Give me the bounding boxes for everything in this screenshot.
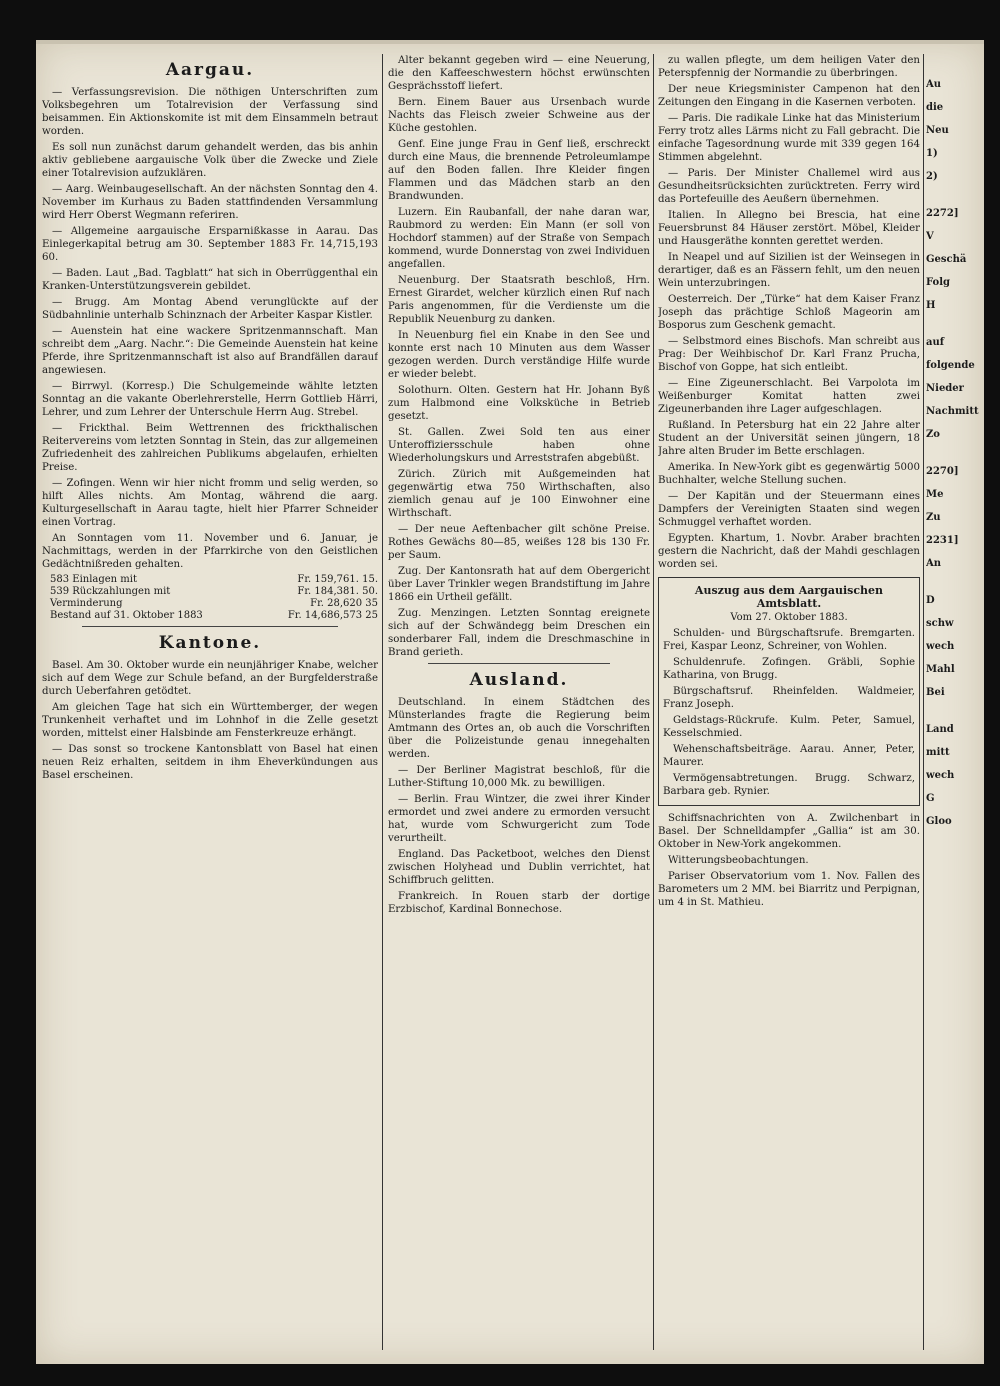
column-4-cutoff [926,54,984,1350]
article-paragraph: Deutschland. In einem Städtchen des Münsterlandes fragte die Regierung beim Amtmann des Ortes an, ob auch die Vorschriften über die Polizeistunde genau innegehalten werden. [388,697,650,760]
cutoff-fragment: 2272] [926,208,959,219]
article-paragraph: — Frickthal. Beim Wettrennen des frickthalischen Reitervereins vom letzten Sonntag in Stein, das zur allgemeinen Zufriedenheit des zahlreichen Publikums abgelaufen, erhielten Preise. [42,423,378,473]
cutoff-fragment: folgende [926,360,975,371]
note-paragraph: Pariser Observatorium vom 1. Nov. Fallen des Barometers um 2 MM. bei Biarritz und Perpignan, um 4 in St. Mathieu. [658,871,920,908]
column-2 [388,54,650,1350]
cutoff-fragment: Neu [926,125,949,136]
article-paragraph: — Allgemeine aargauische Ersparnißkasse in Aarau. Das Einlegerkapital betrug am 30. September 1883 Fr. 14,715,193 60. [42,226,378,263]
table-label: 539 Rückzahlungen mit [50,586,171,597]
savings-table [50,574,378,622]
cutoff-fragment: An [926,558,942,569]
cutoff-fragment: Bei [926,687,945,698]
article-paragraph: Italien. In Allegno bei Brescia, hat eine Feuersbrunst 84 Häuser zerstört. Möbel, Kleider und Hausgeräthe konnten gerettet werden. [658,210,920,247]
table-value: Fr. 14,686,573 25 [287,610,378,621]
article-paragraph: Es soll nun zunächst darum gehandelt werden, das bis anhin aktiv gebliebene aargauische Volk über die Zwecke und Ziele einer Totalrevision aufzuklären. [42,142,378,179]
cutoff-fragment: wech [926,641,955,652]
article-paragraph: Solothurn. Olten. Gestern hat Hr. Johann Byß zum Halbmond eine Volksküche in Betrieb gesetzt. [388,385,650,422]
article-paragraph: St. Gallen. Zwei Sold ten aus einer Unteroffiziersschule haben ohne Wiederholungskurs und Arreststrafen abgebüßt. [388,427,650,464]
top-edge [36,40,984,44]
amtsblatt-entry: Vermögensabtretungen. Brugg. Schwarz, Barbara geb. Rynier. [663,773,915,797]
article-paragraph: Neuenburg. Der Staatsrath beschloß, Hrn. Ernest Girardet, welcher kürzlich einen Ruf nach Paris angenommen, für die Verdienste um die Republik Neuenburg zu danken. [388,275,650,325]
article-paragraph: England. Das Packetboot, welches den Dienst zwischen Holyhead und Dublin verrichtet, hat Schiffbruch gelitten. [388,849,650,886]
article-paragraph: Egypten. Khartum, 1. Novbr. Araber brachten gestern die Nachricht, daß der Mahdi geschlagen worden sei. [658,533,920,570]
column-rule [653,54,654,1350]
cutoff-fragment: Gloo [926,816,952,827]
article-paragraph: Zug. Menzingen. Letzten Sonntag ereignete sich auf der Schwändegg beim Dreschen ein sonderbarer Fall, indem die Dreschmaschine in Brand gerieth. [388,608,650,658]
table-row [50,610,378,622]
cutoff-fragment: Mahl [926,664,955,675]
article-paragraph: Alter bekannt gegeben wird — eine Neuerung, die den Kaffeeschwestern höchst erwünschten Gesprächsstoff liefert. [388,55,650,92]
column-3-paragraphs [658,54,920,571]
article-paragraph: zu wallen pflegte, um dem heiligen Vater den Peterspfennig der Normandie zu überbringen. [658,55,920,79]
column-1-paragraphs-2 [42,659,378,782]
column-rule [382,54,383,1350]
amtsblatt-date: Vom 27. Oktober 1883. [730,612,848,623]
cutoff-fragment: Nieder [926,383,964,394]
note-paragraph: Schiffsnachrichten von A. Zwilchenbart in Basel. Der Schnelldampfer „Gallia“ ist am 30. Oktober in New-York angekommen. [658,813,920,850]
table-value: Fr. 184,381. 50. [297,586,378,597]
cutoff-fragment: Land [926,724,954,735]
table-row [50,586,378,598]
table-label: Verminderung [50,598,123,609]
cutoff-fragment: mitt [926,747,950,758]
column-2-paragraphs-2 [388,696,650,916]
article-paragraph: — Paris. Der Minister Challemel wird aus Gesundheitsrücksichten zurücktreten. Ferry wird das Portefeuille des Aeußern übernehmen. [658,168,920,205]
article-paragraph: Bern. Einem Bauer aus Ursenbach wurde Nachts das Fleisch zweier Schweine aus der Küche gestohlen. [388,97,650,134]
cutoff-fragment: G [926,793,935,804]
section-heading-aargau: Aargau. [165,60,255,80]
amtsblatt-entry: Wehenschaftsbeiträge. Aarau. Anner, Peter, Maurer. [663,744,915,768]
amtsblatt-entry: Schuldenrufe. Zofingen. Gräbli, Sophie Katharina, von Brugg. [663,657,915,681]
article-paragraph: Basel. Am 30. Oktober wurde ein neunjähriger Knabe, welcher sich auf dem Wege zur Schule befand, an der Burgfelderstraße durch Ueberfahren getödtet. [42,660,378,697]
article-paragraph: Der neue Kriegsminister Campenon hat den Zeitungen den Eingang in die Kasernen verboten. [658,84,920,108]
column-1-paragraphs [42,86,378,571]
article-paragraph: — Der Berliner Magistrat beschloß, für die Luther-Stiftung 10,000 Mk. zu bewilligen. [388,765,650,789]
section-heading-ausland: Ausland. [469,670,569,690]
article-paragraph: — Der neue Aeftenbacher gilt schöne Preise. Rothes Gewächs 80—85, weißes 128 bis 130 Fr. per Saum. [388,524,650,561]
article-paragraph: — Brugg. Am Montag Abend verunglückte auf der Südbahnlinie unterhalb Schinznach der Arbeiter Kaspar Kistler. [42,297,378,321]
column-3-notes [658,812,920,909]
article-paragraph: Zug. Der Kantonsrath hat auf dem Obergericht über Laver Trinkler wegen Brandstiftung im Jahre 1866 ein Urtheil gefällt. [388,566,650,603]
cutoff-fragment: Nachmitt [926,406,979,417]
cutoff-fragment: Zo [926,429,940,440]
amtsblatt-entry: Bürgschaftsruf. Rheinfelden. Waldmeier, Franz Joseph. [663,686,915,710]
amtsblatt-title: Auszug aus dem Aargauischen Amtsblatt. [694,584,884,610]
article-paragraph: Oesterreich. Der „Türke“ hat dem Kaiser Franz Joseph das prächtige Schloß Mageorin am Bosporus zum Geschenk gemacht. [658,294,920,331]
cutoff-fragment: H [926,300,936,311]
cutoff-fragment: 2) [926,171,938,182]
article-paragraph: Amerika. In New-York gibt es gegenwärtig 5000 Buchhalter, welche Stellung suchen. [658,462,920,486]
table-label: Bestand auf 31. Oktober 1883 [50,610,203,621]
article-paragraph: — Auenstein hat eine wackere Spritzenmannschaft. Man schreibt dem „Aarg. Nachr.“: Die Gemeinde Auenstein hat keine Pferde, ihre Spritzenmannschaft ist also auf Brandfällen darauf angewiesen. [42,326,378,376]
cutoff-fragment: Zu [926,512,941,523]
cutoff-fragment: die [926,102,944,113]
article-paragraph: An Sonntagen vom 11. November und 6. Januar, je Nachmittags, werden in der Pfarrkirche von den Geistlichen Gedächtnißreden gehalten. [42,533,378,570]
section-heading-kantone: Kantone. [158,633,262,653]
cutoff-fragment: Folg [926,277,951,288]
cutoff-fragment: schw [926,618,954,629]
article-paragraph: — Aarg. Weinbaugesellschaft. An der nächsten Sonntag den 4. November im Kurhaus zu Baden stattfindenden Versammlung wird Herr Oberst Wegmann referiren. [42,184,378,221]
cutoff-fragment: Me [926,489,944,500]
article-paragraph: Luzern. Ein Raubanfall, der nahe daran war, Raubmord zu werden: Ein Mann (er soll von Hochdorf stammen) auf der Straße von Sempach kommend, wurde Donnerstag von zwei Individuen angefallen. [388,207,650,270]
divider [82,626,338,627]
note-paragraph: Witterungsbeobachtungen. [668,855,809,866]
column-1 [42,54,378,1350]
table-value: Fr. 28,620 35 [310,598,378,609]
cutoff-fragment: Au [926,79,942,90]
article-paragraph: — Verfassungsrevision. Die nöthigen Unterschriften zum Volksbegehren um Totalrevision der Verfassung sind beisammen. Ein Aktionskomite ist mit dem Einsammeln betraut worden. [42,87,378,137]
article-paragraph: — Baden. Laut „Bad. Tagblatt“ hat sich in Oberrüggenthal ein Kranken-Unterstützungsverein gebildet. [42,268,378,292]
article-paragraph: Genf. Eine junge Frau in Genf ließ, erschreckt durch eine Maus, die brennende Petroleumlampe auf den Boden fallen. Ihre Kleider fingen Flammen und das Mädchen starb an den Brandwunden. [388,139,650,202]
table-label: 583 Einlagen mit [50,574,138,585]
article-paragraph: In Neapel und auf Sizilien ist der Weinsegen in derartiger, daß es an Fässern fehlt, um den neuen Wein unterzubringen. [658,252,920,289]
divider [428,663,610,664]
amtsblatt-entry: Geldstags-Rückrufe. Kulm. Peter, Samuel, Kesselschmied. [663,715,915,739]
amtsblatt-lines [663,627,915,798]
article-paragraph: — Zofingen. Wenn wir hier nicht fromm und selig werden, so hilft Alles nichts. Am Montag, während die aarg. Kulturgesellschaft in Aarau tagte, hielt hier Pfarrer Schneider einen Vortrag. [42,478,378,528]
cutoff-fragment: auf [926,337,945,348]
cutoff-fragment: V [926,231,934,242]
article-paragraph: Zürich. Zürich mit Außgemeinden hat gegenwärtig etwa 750 Wirthschaften, also ziemlich genau auf je 100 Einwohner eine Wirthschaft. [388,469,650,519]
article-paragraph: — Das sonst so trockene Kantonsblatt von Basel hat einen neuen Reiz erhalten, seitdem in ihm Eheverkündungen aus Basel erscheinen. [42,744,378,781]
article-paragraph: Frankreich. In Rouen starb der dortige Erzbischof, Kardinal Bonnechose. [388,891,650,915]
cutoff-fragment: D [926,595,935,606]
column-3 [658,54,920,1350]
article-paragraph: Am gleichen Tage hat sich ein Württemberger, der wegen Trunkenheit verhaftet und im Lohnhof in die Zelle gesetzt worden, mittelst einer Halsbinde am Fensterkreuze erhängt. [42,702,378,739]
article-paragraph: — Selbstmord eines Bischofs. Man schreibt aus Prag: Der Weihbischof Dr. Karl Franz Prucha, Bischof von Goppe, hat sich entleibt. [658,336,920,373]
table-value: Fr. 159,761. 15. [297,574,378,585]
article-paragraph: Rußland. In Petersburg hat ein 22 Jahre alter Student an der Universität seinen jüngern, 18 Jahre alten Bruder im Bette erschlagen. [658,420,920,457]
article-paragraph: — Eine Zigeunerschlacht. Bei Varpolota im Weißenburger Komitat hatten zwei Zigeunerbanden ihre Lager aufgeschlagen. [658,378,920,415]
article-paragraph: — Birrwyl. (Korresp.) Die Schulgemeinde wählte letzten Sonntag an die vakante Oberlehrerstelle, Herrn Gottlieb Härri, Lehrer, und zum Lehrer der Unterschule Herrn Aug. Strebel. [42,381,378,418]
article-paragraph: — Der Kapitän und der Steuermann eines Dampfers der Vereinigten Staaten sind wegen Schmuggel verhaftet worden. [658,491,920,528]
newspaper-page [36,40,984,1364]
table-row [50,598,378,610]
article-paragraph: — Paris. Die radikale Linke hat das Ministerium Ferry trotz alles Lärms nicht zu Fall gebracht. Die einfache Tagesordnung wurde mit 339 gegen 164 Stimmen abgelehnt. [658,113,920,163]
cutoff-fragment: 2231] [926,535,959,546]
cutoff-fragment: 1) [926,148,938,159]
cutoff-fragment: 2270] [926,466,959,477]
article-paragraph: — Berlin. Frau Wintzer, die zwei ihrer Kinder ermordet und zwei andere zu ermorden versucht hat, wurde vom Schwurgericht zum Tode verurtheilt. [388,794,650,844]
cutoff-fragment: wech [926,770,955,781]
table-row [50,574,378,586]
column-2-paragraphs [388,54,650,659]
amtsblatt-entry: Schulden- und Bürgschaftsrufe. Bremgarten. Frei, Kaspar Leonz, Schreiner, von Wohlen. [663,628,915,652]
amtsblatt-box [658,577,920,806]
column-rule [923,54,924,1350]
article-paragraph: In Neuenburg fiel ein Knabe in den See und konnte erst nach 10 Minuten aus dem Wasser gezogen werden. Durch verständige Hilfe wurde er wieder belebt. [388,330,650,380]
cutoff-fragment: Geschä [926,254,967,265]
